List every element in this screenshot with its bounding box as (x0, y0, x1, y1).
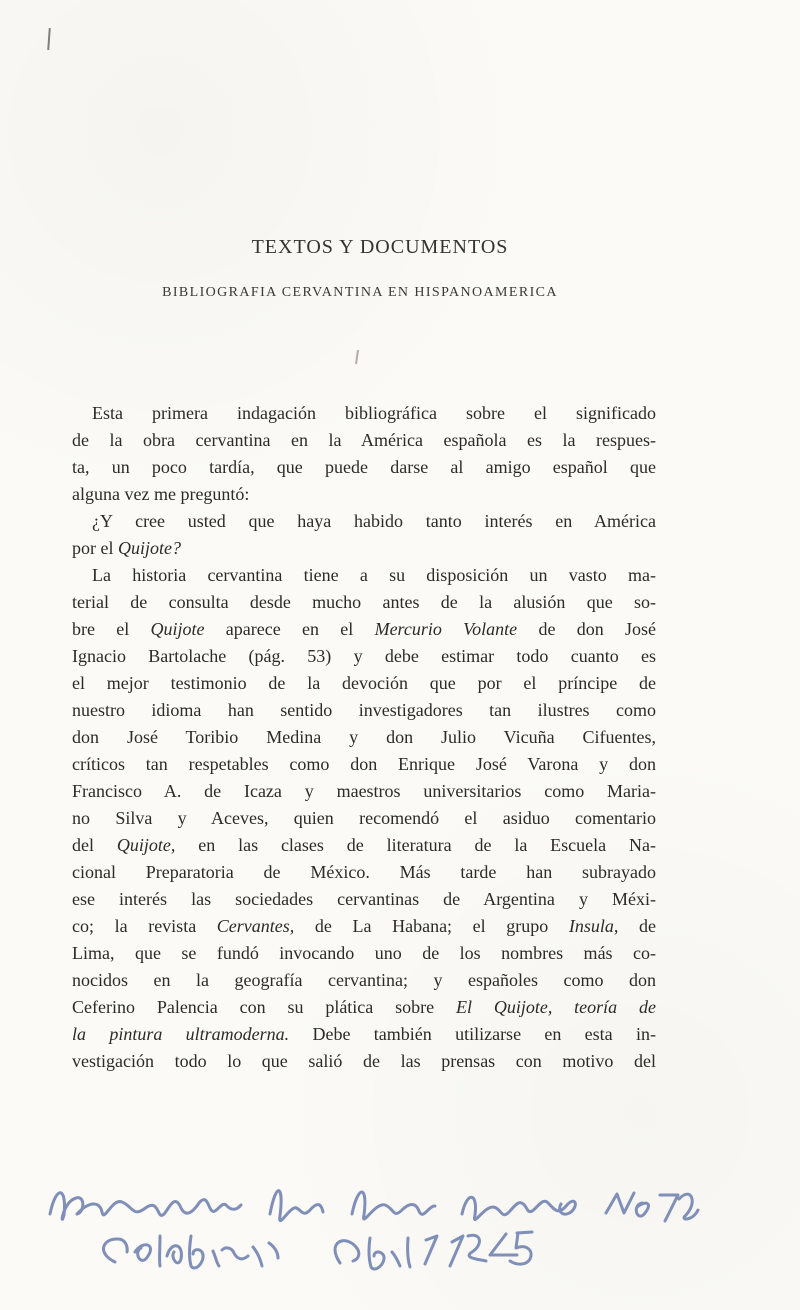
body-text-line: nocidos en la geografía cervantina; y españoles como don (72, 970, 656, 990)
italic-text-fragment: Cervantes, (216, 916, 295, 936)
body-text-line: Lima, que se fundó invocando uno de los nombres más co- (72, 943, 656, 963)
body-text-line: cional Preparatoria de México. Más tarde han subrayado (72, 862, 656, 882)
body-text-line (72, 832, 656, 859)
body-text-line: don José Toribio Medina y don Julio Vicuña Cifuentes, (72, 727, 656, 747)
small-pencil-mark (355, 350, 359, 364)
body-text-line: Francisco A. de Icaza y maestros universitarios como Maria- (72, 781, 656, 801)
body-text-line: críticos tan respetables como don Enrique José Varona y don (72, 754, 656, 774)
italic-text-fragment: Mercurio Volante (374, 619, 518, 639)
body-text-line (72, 535, 656, 562)
italic-text-fragment: Quijote (150, 619, 205, 639)
text-fragment: de (618, 916, 656, 936)
body-text-line: el mejor testimonio de la devoción que por el príncipe de (72, 673, 656, 693)
body-text-line (72, 1021, 656, 1048)
italic-text-fragment: Quijote? (117, 538, 181, 558)
text-fragment: aparece en el (204, 619, 375, 639)
article-body (72, 400, 656, 1075)
body-text-line (72, 913, 656, 940)
body-text-line: no Silva y Aceves, quien recomendó el asiduo comentario (72, 808, 656, 828)
body-text-line: vestigación todo lo que salió de las prensas con motivo del (72, 1051, 656, 1071)
text-fragment: bre el (72, 619, 151, 639)
body-text-line: alguna vez me preguntó: (72, 484, 250, 504)
body-text-line: Ignacio Bartolache (pág. 53) y debe estimar todo cuanto es (72, 646, 656, 666)
section-title: TEXTOS Y DOCUMENTOS (251, 236, 509, 258)
text-fragment: Ceferino Palencia con su plática sobre (72, 997, 456, 1017)
text-fragment: de don José (517, 619, 656, 639)
body-text-line (72, 616, 656, 643)
body-text-line (72, 994, 656, 1021)
body-text-line: ese interés las sociedades cervantinas de Argentina y Méxi- (72, 889, 656, 909)
handwritten-citation (42, 1160, 692, 1280)
italic-text-fragment: El Quijote, teoría de (455, 997, 656, 1017)
italic-text-fragment: Insula, (568, 916, 619, 936)
article-subtitle: BIBLIOGRAFIA CERVANTINA EN HISPANOAMERICA (162, 285, 558, 300)
body-text-line: nuestro idioma han sentido investigadores tan ilustres como (72, 700, 656, 720)
text-fragment: co; la revista (72, 916, 217, 936)
body-text-line: de la obra cervantina en la América española es la respues- (72, 430, 656, 450)
text-fragment: de La Habana; el grupo (294, 916, 569, 936)
body-text-line: ta, un poco tardía, que puede darse al amigo español que (72, 457, 656, 477)
handwriting-line-2 (103, 1232, 532, 1269)
text-fragment: por el (72, 538, 118, 558)
body-text-line: La historia cervantina tiene a su disposición un vasto ma- (92, 565, 656, 585)
text-fragment: Debe también utilizarse en esta in- (289, 1024, 656, 1044)
corner-mark (47, 28, 51, 50)
body-text-line: ¿Y cree usted que haya habido tanto interés en América (92, 511, 656, 531)
handwriting-line-1 (50, 1191, 698, 1221)
body-text-line: terial de consulta desde mucho antes de la alusión que so- (72, 592, 656, 612)
italic-text-fragment: la pintura ultramoderna. (72, 1024, 290, 1044)
text-fragment: del (72, 835, 117, 855)
italic-text-fragment: Quijote, (116, 835, 176, 855)
body-text-line: Esta primera indagación bibliográfica sobre el significado (92, 403, 656, 423)
text-fragment: en las clases de literatura de la Escuela Na- (175, 835, 656, 855)
